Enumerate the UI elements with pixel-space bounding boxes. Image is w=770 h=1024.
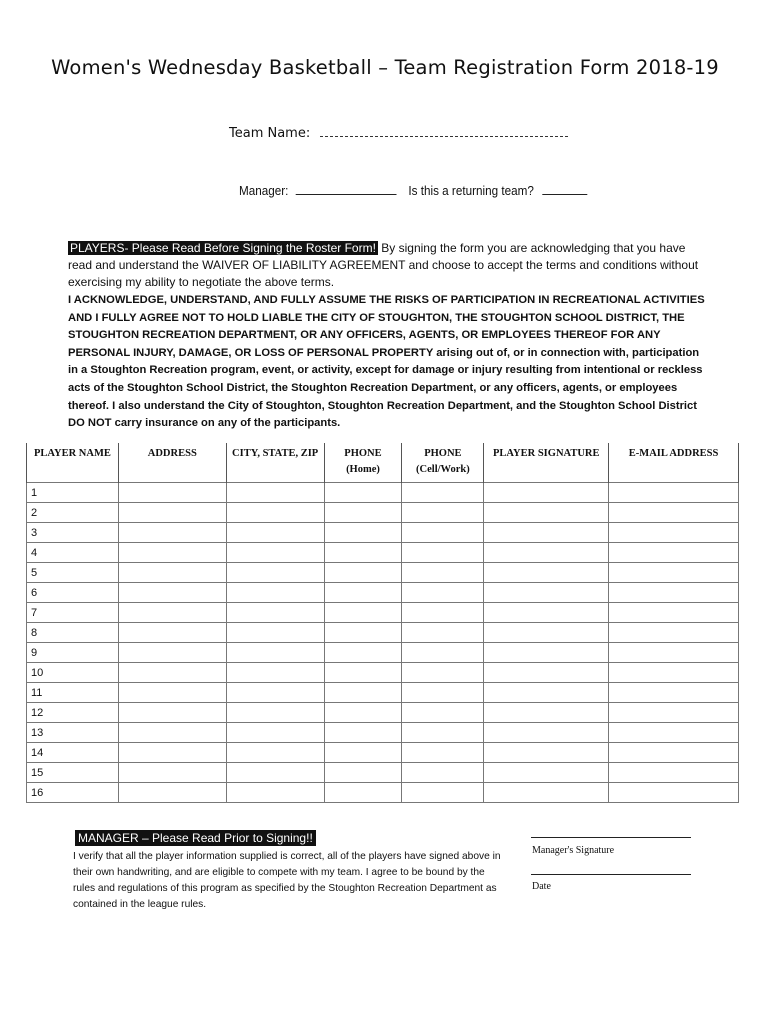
- roster-cell[interactable]: [609, 663, 739, 683]
- roster-cell[interactable]: [609, 723, 739, 743]
- row-number-cell[interactable]: 5: [27, 563, 119, 583]
- roster-cell[interactable]: [324, 603, 402, 623]
- roster-cell[interactable]: [609, 503, 739, 523]
- roster-cell[interactable]: [324, 723, 402, 743]
- roster-cell[interactable]: [118, 783, 226, 803]
- roster-cell[interactable]: [402, 683, 484, 703]
- row-number-cell[interactable]: 8: [27, 623, 119, 643]
- roster-cell[interactable]: [402, 543, 484, 563]
- roster-cell[interactable]: [402, 743, 484, 763]
- row-number-cell[interactable]: 13: [27, 723, 119, 743]
- roster-cell[interactable]: [324, 683, 402, 703]
- roster-table: [26, 443, 739, 803]
- column-header: [402, 443, 484, 483]
- roster-cell[interactable]: [324, 743, 402, 763]
- roster-cell[interactable]: [484, 563, 609, 583]
- team-name-label: Team Name:: [229, 126, 311, 141]
- column-header-line2: (Home): [346, 464, 380, 475]
- roster-cell[interactable]: [609, 563, 739, 583]
- table-row: [27, 783, 739, 803]
- roster-cell[interactable]: [226, 783, 324, 803]
- manager-heading: MANAGER – Please Read Prior to Signing!!: [75, 830, 316, 846]
- roster-cell[interactable]: [484, 683, 609, 703]
- manager-signature-line[interactable]: [531, 837, 691, 838]
- roster-cell[interactable]: [226, 563, 324, 583]
- roster-cell[interactable]: [118, 503, 226, 523]
- column-header-line1: CITY, STATE, ZIP: [232, 448, 319, 459]
- roster-cell[interactable]: [609, 623, 739, 643]
- roster-cell[interactable]: [484, 523, 609, 543]
- row-number-cell[interactable]: 10: [27, 663, 119, 683]
- column-header-line2: (Cell/Work): [416, 464, 470, 475]
- roster-cell[interactable]: [118, 703, 226, 723]
- roster-cell[interactable]: [402, 583, 484, 603]
- row-number-cell[interactable]: 6: [27, 583, 119, 603]
- table-row: [27, 683, 739, 703]
- table-row: [27, 483, 739, 503]
- roster-cell[interactable]: [324, 503, 402, 523]
- returning-team-label: Is this a returning team?: [408, 183, 534, 198]
- roster-cell[interactable]: [609, 683, 739, 703]
- roster-cell[interactable]: [484, 763, 609, 783]
- roster-cell[interactable]: [609, 743, 739, 763]
- roster-cell[interactable]: [402, 783, 484, 803]
- team-name-row: [229, 126, 568, 141]
- table-row: [27, 603, 739, 623]
- roster-cell[interactable]: [226, 623, 324, 643]
- roster-cell[interactable]: [484, 483, 609, 503]
- table-row: [27, 563, 739, 583]
- row-number-cell[interactable]: 7: [27, 603, 119, 623]
- roster-cell[interactable]: [118, 583, 226, 603]
- roster-cell[interactable]: [484, 663, 609, 683]
- table-row: [27, 523, 739, 543]
- roster-cell[interactable]: [226, 663, 324, 683]
- roster-cell[interactable]: [402, 663, 484, 683]
- column-header: [484, 443, 609, 483]
- table-row: [27, 723, 739, 743]
- form-title: Women's Wednesday Basketball – Team Registration Form 2018-19: [51, 56, 719, 79]
- table-row: [27, 743, 739, 763]
- players-heading: PLAYERS- Please Read Before Signing the Roster Form!: [70, 241, 376, 255]
- roster-cell[interactable]: [402, 643, 484, 663]
- roster-cell[interactable]: [484, 623, 609, 643]
- roster-cell[interactable]: [118, 723, 226, 743]
- roster-cell[interactable]: [402, 623, 484, 643]
- column-header: [27, 443, 119, 483]
- players-notice: [68, 240, 708, 291]
- row-number-cell[interactable]: 14: [27, 743, 119, 763]
- roster-cell[interactable]: [118, 623, 226, 643]
- roster-cell[interactable]: [402, 503, 484, 523]
- roster-cell[interactable]: [484, 783, 609, 803]
- roster-cell[interactable]: [118, 603, 226, 623]
- roster-cell[interactable]: [324, 643, 402, 663]
- roster-cell[interactable]: [484, 643, 609, 663]
- date-line[interactable]: [531, 874, 691, 875]
- roster-cell[interactable]: [226, 683, 324, 703]
- roster-header-row: [27, 443, 739, 483]
- roster-cell[interactable]: [609, 643, 739, 663]
- roster-cell[interactable]: [402, 763, 484, 783]
- roster-cell[interactable]: [226, 763, 324, 783]
- table-row: [27, 583, 739, 603]
- row-number-cell[interactable]: 2: [27, 503, 119, 523]
- roster-cell[interactable]: [324, 543, 402, 563]
- table-row: [27, 543, 739, 563]
- roster-cell[interactable]: [402, 563, 484, 583]
- column-header-line1: E-MAIL ADDRESS: [628, 448, 719, 459]
- roster-cell[interactable]: [484, 723, 609, 743]
- column-header-line1: PLAYER NAME: [33, 448, 111, 459]
- manager-label: Manager:: [239, 183, 289, 198]
- row-number-cell[interactable]: 9: [27, 643, 119, 663]
- row-number-cell[interactable]: 15: [27, 763, 119, 783]
- table-row: [27, 763, 739, 783]
- roster-cell[interactable]: [226, 723, 324, 743]
- roster-cell[interactable]: [118, 763, 226, 783]
- column-header: [118, 443, 226, 483]
- roster-cell[interactable]: [609, 703, 739, 723]
- manager-field[interactable]: [295, 182, 396, 195]
- roster-cell[interactable]: [402, 483, 484, 503]
- date-label: Date: [532, 881, 551, 892]
- roster-cell[interactable]: [609, 763, 739, 783]
- roster-cell[interactable]: [226, 703, 324, 723]
- roster-cell[interactable]: [118, 743, 226, 763]
- roster-cell[interactable]: [484, 603, 609, 623]
- column-header-line1: PHONE: [344, 448, 382, 459]
- row-number-cell[interactable]: 3: [27, 523, 119, 543]
- roster-cell[interactable]: [609, 483, 739, 503]
- waiver-text: I ACKNOWLEDGE, UNDERSTAND, AND FULLY ASSUME THE RISKS OF PARTICIPATION IN RECREATIONAL ACTIVITIES AND I FULLY AGREE NOT TO HOLD LIABLE THE CITY OF STOUGHTON, THE STOUGHTON SCHOOL DISTRICT, THE STOUGHTON RECREATION DEPARTMENT, OR ANY OFFICERS, AGENTS, OR EMPLOYEES THEREOF FOR ANY PERSONAL INJURY, DAMAGE, OR LOSS OF PERSONAL PROPERTY arising out of, or in connection with, participation in a Stoughton Recreation program, event, or activity, except for damage or injury resulting from intentional or reckless acts of the Stoughton School District, the Stoughton Recreation Department, or any officers, agents, or employees thereof. I also understand the City of Stoughton, Stoughton Recreation Department, and the Stoughton School District DO NOT carry insurance on any of the participants.: [68, 294, 705, 430]
- roster-cell[interactable]: [484, 543, 609, 563]
- returning-team-field[interactable]: [543, 182, 588, 195]
- roster-cell[interactable]: [226, 543, 324, 563]
- roster-cell[interactable]: [226, 603, 324, 623]
- roster-cell[interactable]: [118, 683, 226, 703]
- team-name-field[interactable]: [320, 126, 568, 137]
- table-row: [27, 703, 739, 723]
- column-header: [226, 443, 324, 483]
- roster-cell[interactable]: [324, 763, 402, 783]
- table-row: [27, 663, 739, 683]
- row-number-cell[interactable]: 16: [27, 783, 119, 803]
- roster-cell[interactable]: [402, 723, 484, 743]
- roster-cell[interactable]: [609, 603, 739, 623]
- roster-cell[interactable]: [324, 663, 402, 683]
- roster-cell[interactable]: [226, 503, 324, 523]
- roster-cell[interactable]: [324, 623, 402, 643]
- roster-cell[interactable]: [324, 583, 402, 603]
- roster-cell[interactable]: [226, 523, 324, 543]
- row-number-cell[interactable]: 11: [27, 683, 119, 703]
- roster-cell[interactable]: [484, 703, 609, 723]
- row-number-cell[interactable]: 4: [27, 543, 119, 563]
- roster-cell[interactable]: [324, 703, 402, 723]
- column-header: [609, 443, 739, 483]
- roster-cell[interactable]: [609, 783, 739, 803]
- row-number-cell[interactable]: 1: [27, 483, 119, 503]
- roster-cell[interactable]: [324, 523, 402, 543]
- roster-cell[interactable]: [226, 583, 324, 603]
- column-header-line1: ADDRESS: [147, 448, 197, 459]
- roster-cell[interactable]: [402, 523, 484, 543]
- roster-cell[interactable]: [118, 563, 226, 583]
- roster-cell[interactable]: [118, 643, 226, 663]
- row-number-cell[interactable]: 12: [27, 703, 119, 723]
- roster-cell[interactable]: [324, 563, 402, 583]
- roster-cell[interactable]: [484, 503, 609, 523]
- table-row: [27, 503, 739, 523]
- roster-cell[interactable]: [609, 523, 739, 543]
- manager-row: [239, 182, 588, 198]
- roster-cell[interactable]: [609, 583, 739, 603]
- roster-cell[interactable]: [118, 543, 226, 563]
- roster-cell[interactable]: [118, 483, 226, 503]
- roster-cell[interactable]: [609, 543, 739, 563]
- roster-cell[interactable]: [226, 643, 324, 663]
- roster-cell[interactable]: [402, 603, 484, 623]
- roster-cell[interactable]: [118, 663, 226, 683]
- roster-cell[interactable]: [118, 523, 226, 543]
- table-row: [27, 643, 739, 663]
- roster-cell[interactable]: [324, 483, 402, 503]
- roster-cell[interactable]: [226, 743, 324, 763]
- manager-text: I verify that all the player information supplied is correct, all of the players have signed above in their own handwriting, and are eligible to compete with my team. I agree to be bound by the rules and regulations of this program as specified by the Stoughton Recreation Department as contained in the league rules.: [73, 851, 501, 910]
- roster-cell[interactable]: [484, 743, 609, 763]
- column-header: [324, 443, 402, 483]
- roster-cell[interactable]: [402, 703, 484, 723]
- players-notice-text: By signing the form you are acknowledging that you have read and understand the WAIVER OF LIABILITY AGREEMENT and choose to accept the terms and conditions without exercising my ability to negotiate the above terms.: [68, 241, 699, 289]
- column-header-line1: PHONE: [424, 448, 462, 459]
- roster-cell[interactable]: [226, 483, 324, 503]
- roster-cell[interactable]: [484, 583, 609, 603]
- manager-signature-label: Manager's Signature: [532, 845, 615, 856]
- roster-cell[interactable]: [324, 783, 402, 803]
- column-header-line1: PLAYER SIGNATURE: [493, 448, 600, 459]
- table-row: [27, 623, 739, 643]
